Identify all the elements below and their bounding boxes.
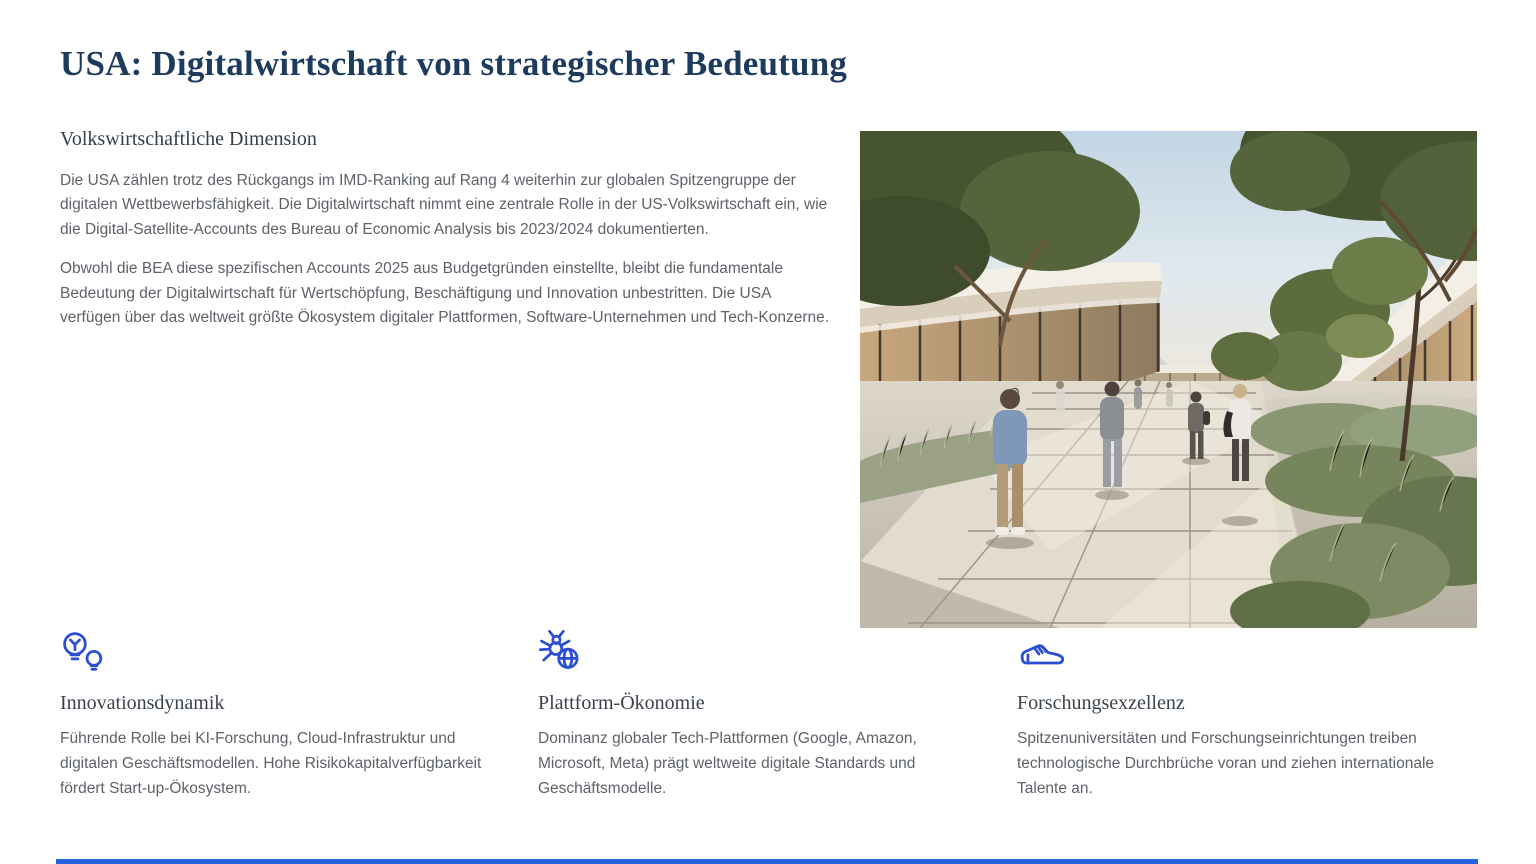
intro-paragraph-2: Obwohl die BEA diese spezifischen Accounts 2025 aus Budgetgründen einstellte, bleibt die fundamentale Bedeutung der Digitalwirtschaft für Wertschöpfung, Beschäftigung und Innovation unbestritten. Die USA verfügen über das weltweit größte Ökosystem digitaler Plattformen, Software-Unternehmen und Tech-Konzerne. — [60, 260, 830, 327]
feature-platform — [538, 630, 978, 801]
page-title: USA: Digitalwirtschaft von strategischer Bedeutung — [60, 44, 848, 83]
feature-research — [1017, 630, 1475, 801]
feature-text: Spitzenuniversitäten und Forschungseinrichtungen treiben technologische Durchbrüche voran und ziehen internationale Talente an. — [1017, 730, 1435, 797]
spider-globe-icon — [538, 630, 978, 678]
campus-photo — [860, 131, 1477, 628]
shoe-icon — [1017, 630, 1475, 678]
feature-innovation — [60, 630, 515, 801]
feature-row — [0, 630, 1536, 830]
feature-title: Forschungsexzellenz — [1017, 692, 1185, 714]
feature-text: Dominanz globaler Tech-Plattformen (Google, Amazon, Microsoft, Meta) prägt weltweite digitale Standards und Geschäftsmodelle. — [538, 730, 917, 797]
intro-section — [60, 128, 835, 346]
feature-title: Plattform-Ökonomie — [538, 692, 705, 714]
feature-text: Führende Rolle bei KI-Forschung, Cloud-Infrastruktur und digitalen Geschäftsmodellen. Hohe Risikokapitalverfügbarkeit fördert Start-up-Ökosystem. — [60, 730, 482, 797]
accent-bar — [56, 859, 1478, 864]
intro-paragraph-1: Die USA zählen trotz des Rückgangs im IMD-Ranking auf Rang 4 weiterhin zur globalen Spitzengruppe der digitalen Wettbewerbsfähigkeit. Die Digitalwirtschaft nimmt eine zentrale Rolle in der US-Volkswirtschaft ein, wie die Digital-Satellite-Accounts des Bureau of Economic Analysis bis 2023/2024 dokumentierten. — [60, 172, 828, 238]
lightbulbs-icon — [60, 630, 515, 678]
feature-title: Innovationsdynamik — [60, 692, 225, 714]
campus-photo-illustration — [860, 131, 1477, 628]
section-heading: Volkswirtschaftliche Dimension — [60, 128, 317, 150]
